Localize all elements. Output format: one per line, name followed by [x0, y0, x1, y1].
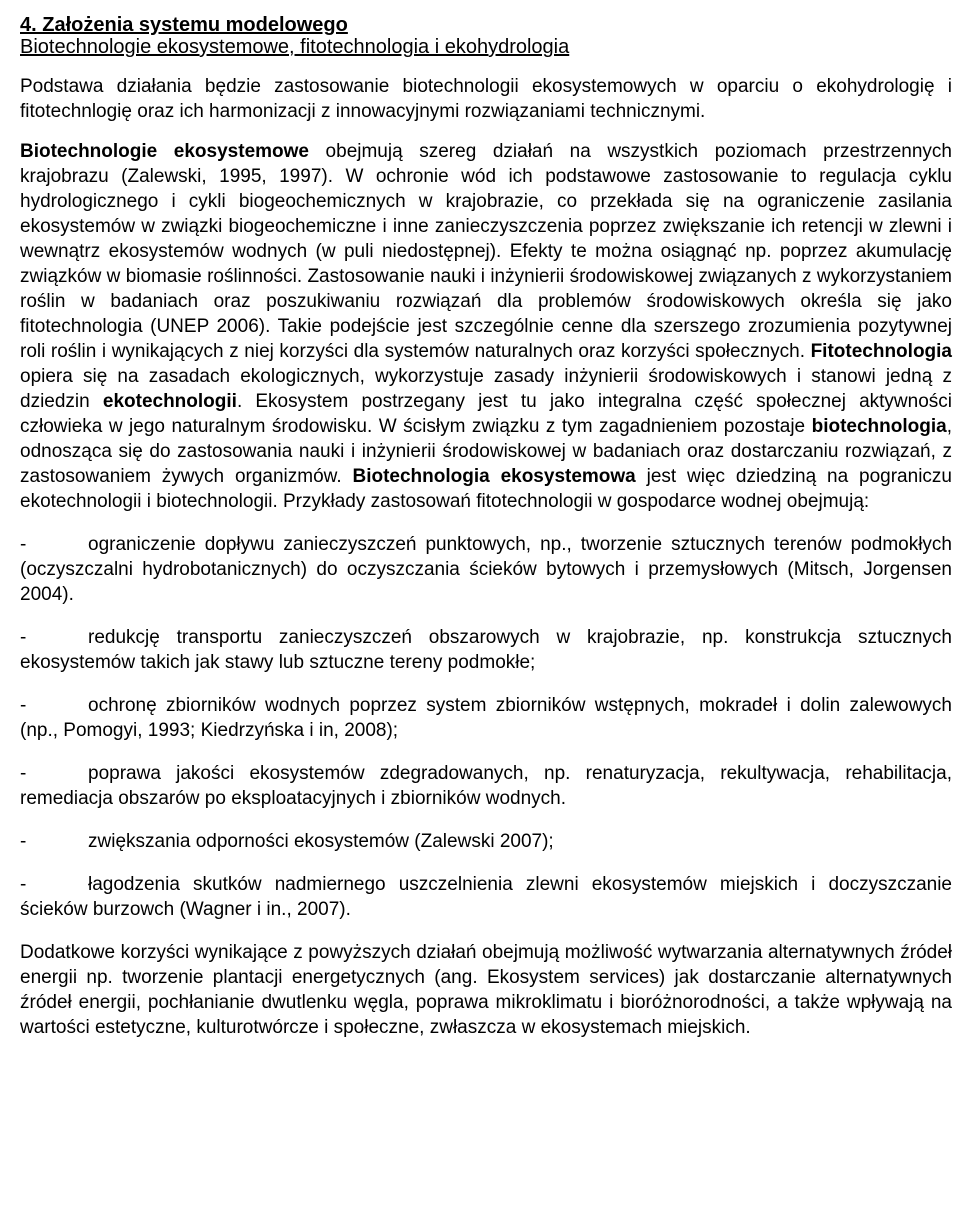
document-page [20, 0, 952, 1040]
term-biotechnologia: biotechnologia [811, 416, 947, 437]
list-item [20, 625, 952, 675]
main-text-2: opiera się na zasadach ekologicznych, wykorzystuje zasady inżynierii środowiskowych i stanowi jedną z dziedzin [20, 366, 952, 412]
list-item [20, 872, 952, 922]
list-item-text: ochronę zbiorników wodnych poprzez system zbiorników wstępnych, mokradeł i dolin zalewowych (np., Pomogyi, 1993; Kiedrzyńska i in, 2008); [20, 695, 952, 741]
list-dash: - [20, 534, 27, 555]
term-ekotechnologii: ekotechnologii [102, 391, 237, 412]
list-item-text: zwiększania odporności ekosystemów (Zalewski 2007); [88, 831, 554, 852]
main-paragraph [20, 139, 952, 514]
list-dash: - [20, 874, 27, 895]
section-subtitle: Biotechnologie ekosystemowe, fitotechnologia i ekohydrologia [20, 36, 570, 58]
closing-paragraph: Dodatkowe korzyści wynikające z powyższych działań obejmują możliwość wytwarzania alternatywnych źródeł energii np. tworzenie plantacji energetycznych (ang. Ekosystem services) jak dostarczanie alternatywnych źródeł energii, pochłanianie dwutlenku węgla, poprawa mikroklimatu i bioróżnorodności, a także wpływają na wartości estetyczne, kulturotwórcze i społeczne, zwłaszcza w ekosystemach miejskich. [20, 942, 952, 1038]
list-dash: - [20, 627, 27, 648]
main-text-3: . Ekosystem postrzegany jest tu jako integralna część społecznej aktywności człowieka w jego naturalnym środowisku. W ścisłym związku z tym zagadnieniem pozostaje [20, 391, 952, 437]
term-biotechnologie-ekosystemowe: Biotechnologie ekosystemowe [20, 141, 309, 162]
main-text-5: jest więc dziedziną na pograniczu ekotechnologii i biotechnologii. Przykłady zastosowań fitotechnologii w gospodarce wodnej obejmują: [20, 466, 952, 512]
list-item [20, 761, 952, 811]
list-item-text: ograniczenie dopływu zanieczyszczeń punktowych, np., tworzenie sztucznych terenów podmokłych (oczyszczalni hydrobotanicznych) do oczyszczania ścieków bytowych i przemysłowych (Mitsch, Jorgensen 2004). [20, 534, 952, 605]
list-item-text: łagodzenia skutków nadmiernego uszczelnienia zlewni ekosystemów miejskich i doczyszczanie ścieków burzowch (Wagner i in., 2007). [20, 874, 952, 920]
list-dash: - [20, 695, 27, 716]
term-biotechnologia-ekosystemowa: Biotechnologia ekosystemowa [352, 466, 636, 487]
list-item [20, 532, 952, 607]
main-text-4: , odnosząca się do zastosowania nauki i inżynierii środowiskowej w badaniach oraz dostarczaniu rozwiązań, z zastosowaniem żywych organizmów. [20, 416, 952, 487]
list-dash: - [20, 763, 27, 784]
term-fitotechnologia: Fitotechnologia [810, 341, 952, 362]
list-dash: - [20, 831, 27, 852]
list-item [20, 829, 952, 854]
list-item [20, 693, 952, 743]
list-item-text: redukcję transportu zanieczyszczeń obszarowych w krajobrazie, np. konstrukcja sztucznych ekosystemów takich jak stawy lub sztuczne tereny podmokłe; [20, 627, 952, 673]
intro-paragraph: Podstawa działania będzie zastosowanie biotechnologii ekosystemowych w oparciu o ekohydrologię i fitotechnlogię oraz ich harmonizacji z innowacyjnymi rozwiązaniami technicznymi. [20, 76, 952, 122]
list-item-text: poprawa jakości ekosystemów zdegradowanych, np. renaturyzacja, rekultywacja, rehabilitacja, remediacja obszarów po eksploatacyjnych i zbiorników wodnych. [20, 763, 952, 809]
section-title: 4. Założenia systemu modelowego [20, 14, 348, 36]
main-text-1: obejmują szereg działań na wszystkich poziomach przestrzennych krajobrazu (Zalewski, 1995, 1997). W ochronie wód ich podstawowe zastosowanie to regulacja cyklu hydrologicznego i cykli biogeochemicznych w krajobrazie, co przekłada się na ograniczenie zasilania ekosystemów w związki biogeochemiczne i inne zanieczyszczenia poprzez zwiększanie ich retencji w zlewni i wewnątrz ekosystemów wodnych (w puli niedostępnej). Efekty te można osiągnąć np. poprzez akumulację związków w biomasie roślinności. Zastosowanie nauki i inżynierii środowiskowej związanych z wykorzystaniem roślin w badaniach oraz poszukiwaniu rozwiązań dla problemów środowiskowych określa się jako fitotechnologia (UNEP 2006). Takie podejście jest szczególnie cenne dla szerszego zrozumienia pozytywnej roli roślin i wynikających z niej korzyści dla systemów naturalnych oraz korzyści społecznych. [20, 141, 952, 362]
